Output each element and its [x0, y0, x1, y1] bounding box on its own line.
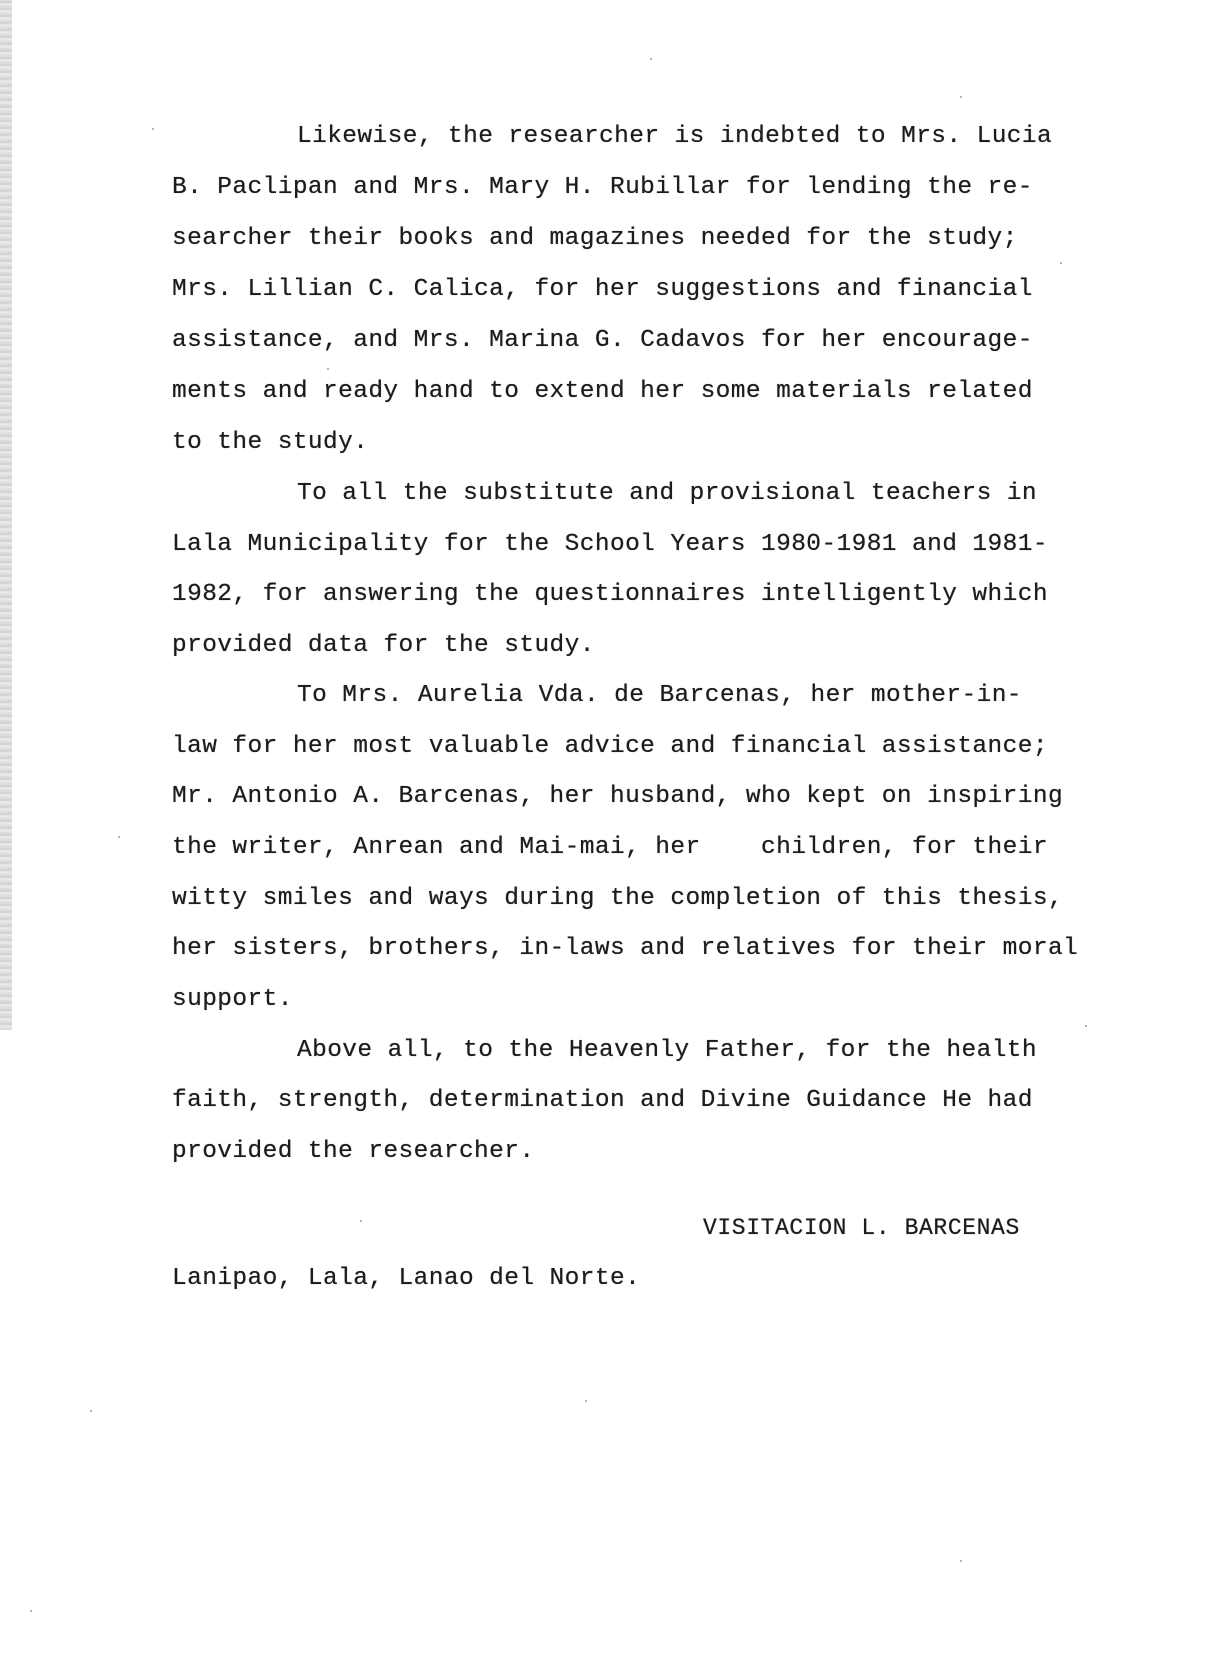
signature-name: VISITACION L. BARCENAS	[703, 1215, 1020, 1241]
text-line: assistance, and Mrs. Marina G. Cadavos for her encourage-	[172, 327, 1033, 354]
scan-speck	[360, 1220, 362, 1222]
text-line: witty smiles and ways during the completion of this thesis,	[172, 885, 1064, 912]
text-line: provided the researcher.	[172, 1138, 535, 1165]
text-line: searcher their books and magazines needed for the study;	[172, 225, 1018, 252]
scan-speck	[585, 1400, 587, 1402]
text-line: B. Paclipan and Mrs. Mary H. Rubillar for lending the re-	[172, 174, 1033, 201]
text-line: To Mrs. Aurelia Vda. de Barcenas, her mother-in-	[297, 682, 1022, 709]
scan-speck	[30, 1610, 32, 1612]
text-line: faith, strength, determination and Divine Guidance He had	[172, 1087, 1033, 1114]
text-line: provided data for the study.	[172, 632, 595, 659]
text-line: Lala Municipality for the School Years 1980-1981 and 1981-	[172, 531, 1048, 558]
place-line: Lanipao, Lala, Lanao del Norte.	[172, 1265, 641, 1292]
text-line: ments and ready hand to extend her some materials related	[172, 378, 1033, 405]
text-line: law for her most valuable advice and financial assistance;	[172, 733, 1048, 760]
scan-speck	[327, 368, 329, 370]
text-line: To all the substitute and provisional teachers in	[297, 480, 1038, 507]
scan-speck	[1085, 1025, 1087, 1027]
text-line: her sisters, brothers, in-laws and relatives for their moral	[172, 935, 1079, 962]
text-line: support.	[172, 986, 293, 1013]
scan-edge-artifact	[0, 0, 12, 1030]
text-line: Above all, to the Heavenly Father, for the health	[297, 1037, 1038, 1064]
text-line: the writer, Anrean and Mai-mai, her children, for their	[172, 834, 1048, 861]
text-line: to the study.	[172, 429, 369, 456]
scan-speck	[118, 836, 120, 838]
text-line: Mrs. Lillian C. Calica, for her suggestions and financial	[172, 276, 1033, 303]
scan-speck	[152, 128, 154, 130]
text-line: Mr. Antonio A. Barcenas, her husband, who kept on inspiring	[172, 783, 1064, 810]
scan-speck	[1060, 262, 1062, 264]
scan-speck	[960, 96, 962, 98]
text-line: Likewise, the researcher is indebted to Mrs. Lucia	[297, 123, 1053, 150]
scan-speck	[90, 1410, 92, 1412]
scan-speck	[960, 1560, 962, 1562]
scan-speck	[650, 58, 652, 60]
text-line: 1982, for answering the questionnaires intelligently which	[172, 581, 1048, 608]
